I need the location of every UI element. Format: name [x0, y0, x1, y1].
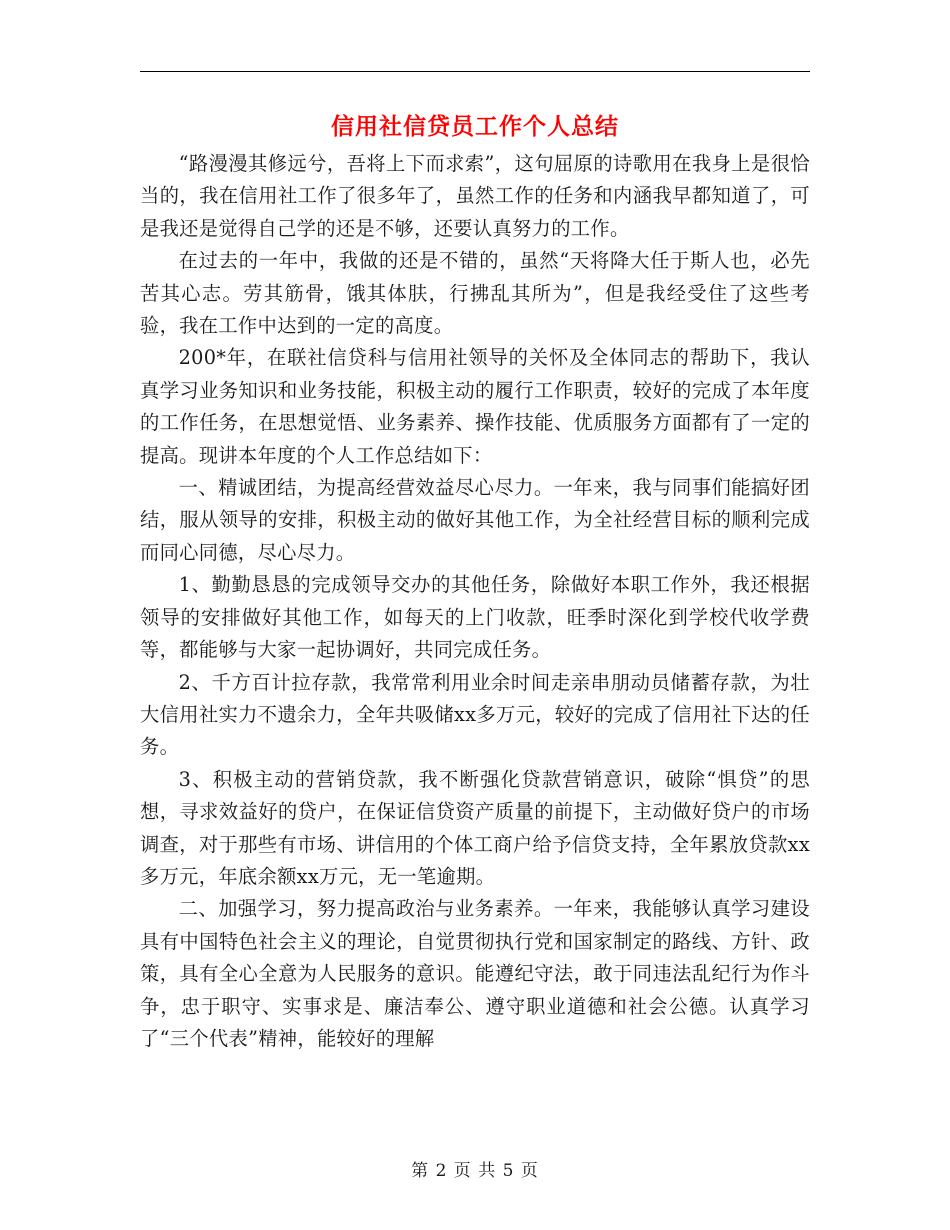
paragraph-5: 1、勤勤恳恳的完成领导交办的其他任务，除做好本职工作外，我还根据领导的安排做好其他工作，如每天的上门收款，旺季时深化到学校代收学费等，都能够与大家一起协调好，共同完成任务。 — [140, 573, 810, 662]
paragraph-2: 在过去的一年中，我做的还是不错的，虽然“天将降大任于斯人也，必先苦其心志。劳其筋骨，饿其体肤，行拂乱其所为”，但是我经受住了这些考验，我在工作中达到的一定的高度。 — [140, 249, 810, 338]
page-number-footer: 第 2 页 共 5 页 — [411, 1161, 539, 1181]
paragraph-7: 3、积极主动的营销贷款，我不断强化贷款营销意识，破除“惧贷”的思想，寻求效益好的贷户，在保证信贷资产质量的前提下，主动做好贷户的市场调查，对于那些有市场、讲信用的个体工商户给予信贷支持，全年累放贷款xx多万元，年底余额xx万元，无一笔逾期。 — [140, 767, 810, 888]
paragraph-8: 二、加强学习，努力提高政治与业务素养。一年来，我能够认真学习建设具有中国特色社会主义的理论，自觉贯彻执行党和国家制定的路线、方针、政策，具有全心全意为人民服务的意识。能遵纪守法，敢于同违法乱纪行为作斗争，忠于职守、实事求是、廉洁奉公、遵守职业道德和社会公德。认真学习了“三个代表”精神，能较好的理解 — [140, 897, 810, 1050]
document-body — [140, 148, 810, 1055]
paragraph-4: 一、精诚团结，为提高经营效益尽心尽力。一年来，我与同事们能搞好团结，服从领导的安排，积极主动的做好其他工作，为全社经营目标的顺利完成而同心同德，尽心尽力。 — [140, 476, 810, 564]
document-title: 信用社信贷员工作个人总结 — [331, 113, 619, 140]
paragraph-1: “路漫漫其修远兮，吾将上下而求索”，这句屈原的诗歌用在我身上是很恰当的，我在信用社工作了很多年了，虽然工作的任务和内涵我早都知道了，可是我还是觉得自己学的还是不够，还要认真努力的工作。 — [140, 152, 810, 240]
paragraph-6: 2、千方百计拉存款，我常常利用业余时间走亲串朋动员储蓄存款，为壮大信用社实力不遗余力，全年共吸储xx多万元，较好的完成了信用社下达的任务。 — [140, 670, 810, 759]
paragraph-3: 200*年，在联社信贷科与信用社领导的关怀及全体同志的帮助下，我认真学习业务知识和业务技能，积极主动的履行工作职责，较好的完成了本年度的工作任务，在思想觉悟、业务素养、操作技能、优质服务方面都有了一定的提高。现讲本年度的个人工作总结如下： — [140, 346, 810, 467]
header-rule — [140, 71, 810, 72]
